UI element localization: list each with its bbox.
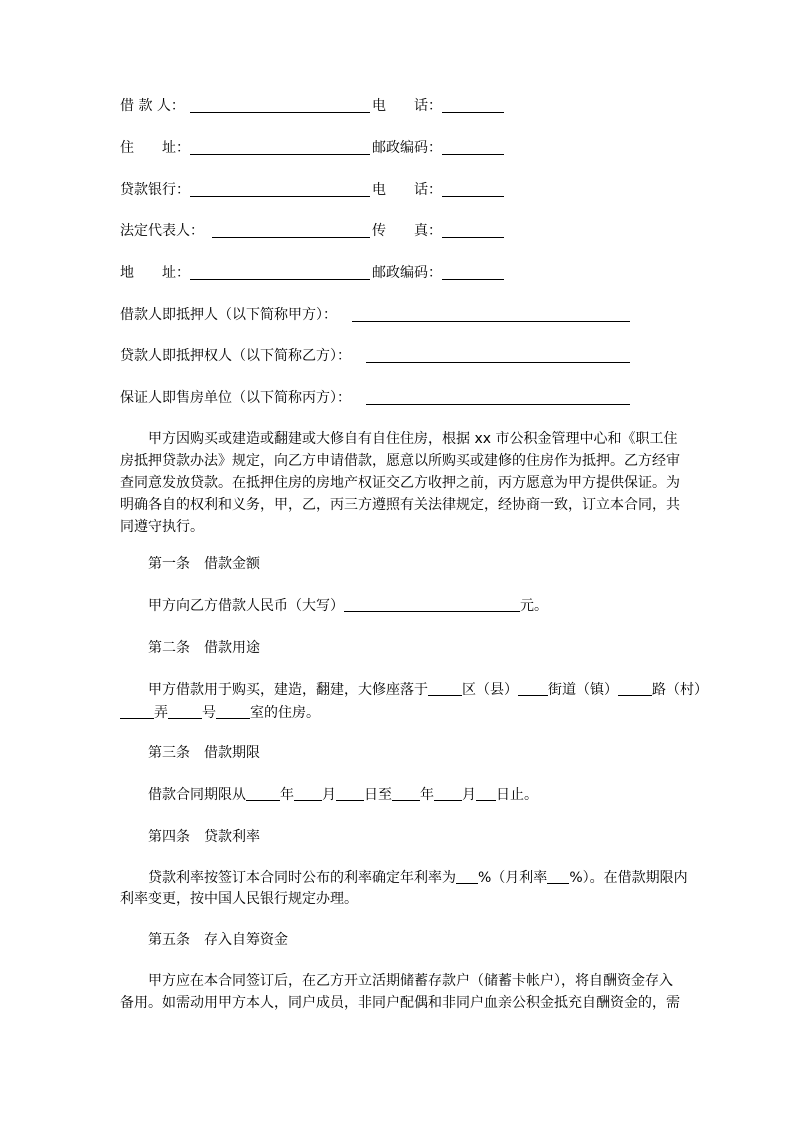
address-row-2 [0,263,793,283]
borrower-label: 借 款 人： [120,98,185,114]
postcode-label-2: 邮政编码： [372,265,442,281]
fax-blank[interactable] [442,237,504,238]
article-2-text: 甲方借款用于购买，建造，翻建，大修座落于 [148,682,428,698]
intro-line: 查同意发放贷款。在抵押住房的房地产权证交乙方收押之前，丙方愿意为甲方提供保证。为 [120,475,680,491]
article-2-text: 号 [202,705,216,721]
postcode-blank-1[interactable] [442,154,504,155]
article-5-line: 甲方应在本合同签订后，在乙方开立活期储蓄存款户（储蓄卡帐户），将自酬资金存入 [148,973,673,989]
article-1-title: 第一条 借款金额 [148,556,260,572]
phone-label-2: 电 [372,182,386,198]
article-2-text: 区（县） [462,682,518,698]
party-b-row [0,346,793,366]
end-month-blank[interactable] [434,786,462,801]
address-label-1b: 址： [162,140,190,156]
article-2-text: 路（村） [652,682,708,698]
article-3-text [148,785,538,805]
address-row-1 [0,138,793,158]
intro-line: 同遵守执行。 [120,519,204,535]
intro-line: 甲方因购买或建造或翻建或大修自有自住住房，根据 xx 市公积金管理中心和《职工住 [148,431,678,447]
postcode-blank-2[interactable] [442,279,504,280]
address-label-1: 住 [120,140,134,156]
article-4-text: %（月利率 [478,870,548,886]
road-blank[interactable] [618,681,652,696]
bank-blank[interactable] [190,196,370,197]
article-2-text: 室的住房。 [250,705,320,721]
fax-label-b: 真： [414,223,442,239]
borrower-row [0,96,793,116]
street-blank[interactable] [518,681,548,696]
address-label-2b: 址： [162,265,190,281]
address-label-2: 地 [120,265,134,281]
article-1-text [148,596,548,616]
intro-line: 房抵押贷款办法》规定，向乙方申请借款，愿意以所购买或建修的住房作为抵押。乙方经审 [120,453,680,469]
article-3-title: 第三条 借款期限 [148,745,260,761]
article-4-text: %）。在借款期限内 [569,870,688,886]
legal-rep-blank[interactable] [212,237,370,238]
end-year-blank[interactable] [392,786,420,801]
party-b-label: 贷款人即抵押权人（以下简称乙方）： [120,348,351,364]
bank-row [0,180,793,200]
legal-rep-row [0,221,793,241]
article-3-text-part: 日至 [364,787,392,803]
article-3-text-part: 月 [322,787,336,803]
article-5-paragraph [120,970,680,1014]
intro-line: 明确各自的权利和义务，甲，乙，丙三方遵照有关法律规定，经协商一致，订立本合同，共 [120,497,680,513]
start-day-blank[interactable] [336,786,364,801]
bank-phone-blank[interactable] [442,196,504,197]
article-2-line-1 [148,680,708,700]
legal-rep-label: 法定代表人： [120,223,204,239]
article-3-text-part: 月 [462,787,476,803]
bank-label: 贷款银行： [120,182,190,198]
article-3-text-part: 借款合同期限从 [148,787,246,803]
district-blank[interactable] [428,681,462,696]
article-5-title: 第五条 存入自筹资金 [148,932,288,948]
party-a-label: 借款人即抵押人（以下简称甲方）： [120,307,337,323]
borrower-blank[interactable] [190,112,370,113]
phone-label-2b: 话： [414,182,442,198]
article-4-line-2: 利率变更，按中国人民银行规定办理。 [120,891,358,907]
borrower-phone-blank[interactable] [442,112,504,113]
article-4-text: 贷款利率按签订本合同时公布的利率确定年利率为 [148,870,456,886]
end-day-blank[interactable] [476,786,496,801]
article-4-line-1 [148,868,688,888]
article-4-title: 第四条 贷款利率 [148,829,260,845]
start-month-blank[interactable] [294,786,322,801]
party-c-row [0,388,793,408]
annual-rate-blank[interactable] [456,869,478,884]
number-blank[interactable] [168,704,202,719]
monthly-rate-blank[interactable] [547,869,569,884]
article-2-line-2 [120,703,320,723]
party-c-blank[interactable] [366,404,630,405]
address-blank-1[interactable] [190,154,370,155]
party-a-blank[interactable] [352,321,630,322]
party-a-row [0,305,793,325]
loan-amount-blank[interactable] [344,597,520,612]
postcode-label-1: 邮政编码： [372,140,442,156]
party-c-label: 保证人即售房单位（以下简称丙方）： [120,390,351,406]
phone-label-1b: 话： [414,98,442,114]
article-2-title: 第二条 借款用途 [148,640,260,656]
room-blank[interactable] [216,704,250,719]
fax-label: 传 [372,223,386,239]
article-3-text-part: 年 [280,787,294,803]
intro-paragraph [120,428,680,538]
start-year-blank[interactable] [246,786,280,801]
article-1-text-a: 甲方向乙方借款人民币（大写） [148,598,344,614]
article-3-text-part: 年 [420,787,434,803]
address-blank-2[interactable] [190,279,370,280]
lane-blank[interactable] [120,704,154,719]
article-2-text: 弄 [154,705,168,721]
party-b-blank[interactable] [366,362,630,363]
article-2-text: 街道（镇） [548,682,618,698]
article-3-text-part: 日止。 [496,787,538,803]
article-5-line: 备用。如需动用甲方本人，同户成员，非同户配偶和非同户血亲公积金抵充自酬资金的，需 [120,995,680,1011]
article-1-text-b: 元。 [520,598,548,614]
phone-label-1: 电 [372,98,386,114]
